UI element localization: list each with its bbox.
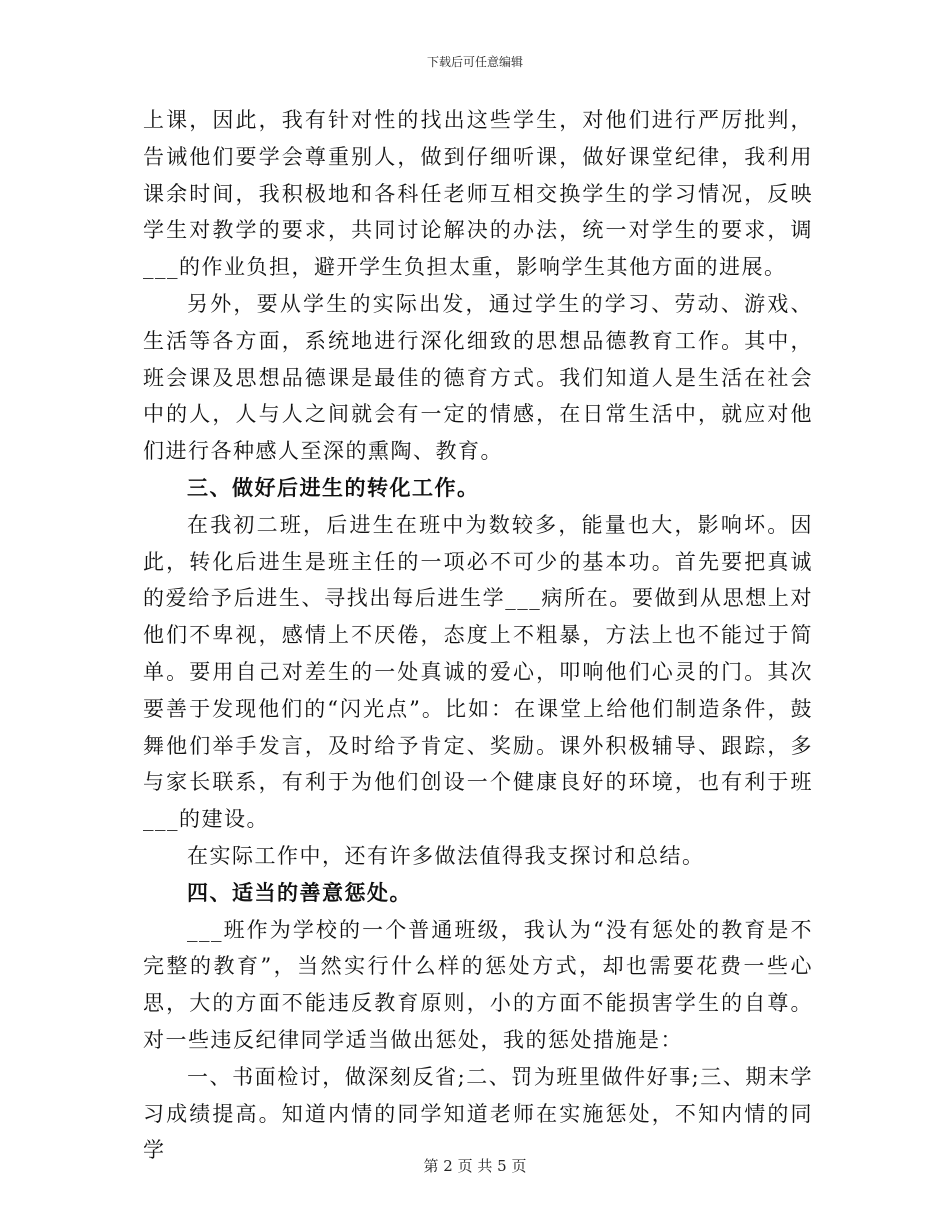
paragraph-punishment: ___班作为学校的一个普通班级，我认为“没有惩处的教育是不完整的教育”，当然实行什么样的惩处方式，却也需要花费一些心思，大的方面不能违反教育原则，小的方面不能损害学生的自尊。对一些违反纪律同学适当做出惩处，我的惩处措施是： [143,917,813,1052]
paragraph-class-discipline: 上课，因此，我有针对性的找出这些学生，对他们进行严厉批判，告诫他们要学会尊重别人，做到仔细听课，做好课堂纪律，我利用课余时间，我积极地和各科任老师互相交换学生的学习情况，反映学生对教学的要求，共同讨论解决的办法，统一对学生的要求，调___的作业负担，避开学生负担太重，影响学生其他方面的进展。 [143,108,813,280]
paragraph-practice-summary: 在实际工作中，还有许多做法值得我支探讨和总结。 [187,843,705,868]
document-body [143,102,813,1169]
page-header: 下载后可任意编辑 [426,55,523,69]
section-heading-3: 三、做好后进生的转化工作。 [187,475,480,500]
paragraph-moral-education: 另外，要从学生的实际出发，通过学生的学习、劳动、游戏、生活等各方面，系统地进行深化细致的思想品德教育工作。其中，班会课及思想品德课是最佳的德育方式。我们知道人是生活在社会中的人，人与人之间就会有一定的情感，在日常生活中，就应对他们进行各种感人至深的熏陶、教育。 [143,291,813,464]
section-heading-4: 四、适当的善意惩处。 [187,880,412,905]
paragraph-punishment-measures: 一、书面检讨，做深刻反省;二、罚为班里做件好事;三、期末学习成绩提高。知道内情的同学知道老师在实施惩处，不知内情的同学 [143,1064,813,1163]
paragraph-struggling-students: 在我初二班，后进生在班中为数较多，能量也大，影响坏。因此，转化后进生是班主任的一项必不可少的基本功。首先要把真诚的爱给予后进生、寻找出每后进生学___病所在。要做到从思想上对他们不卑视，感情上不厌倦，态度上不粗暴，方法上也不能过于简单。要用自己对差生的一处真诚的爱心，叩响他们心灵的门。其次要善于发现他们的“闪光点”。比如：在课堂上给他们制造条件，鼓舞他们举手发言，及时给予肯定、奖励。课外积极辅导、跟踪，多与家长联系，有利于为他们创设一个健康良好的环境，也有利于班___的建设。 [143,512,813,832]
page-footer: 第 2 页 共 5 页 [423,1157,527,1175]
